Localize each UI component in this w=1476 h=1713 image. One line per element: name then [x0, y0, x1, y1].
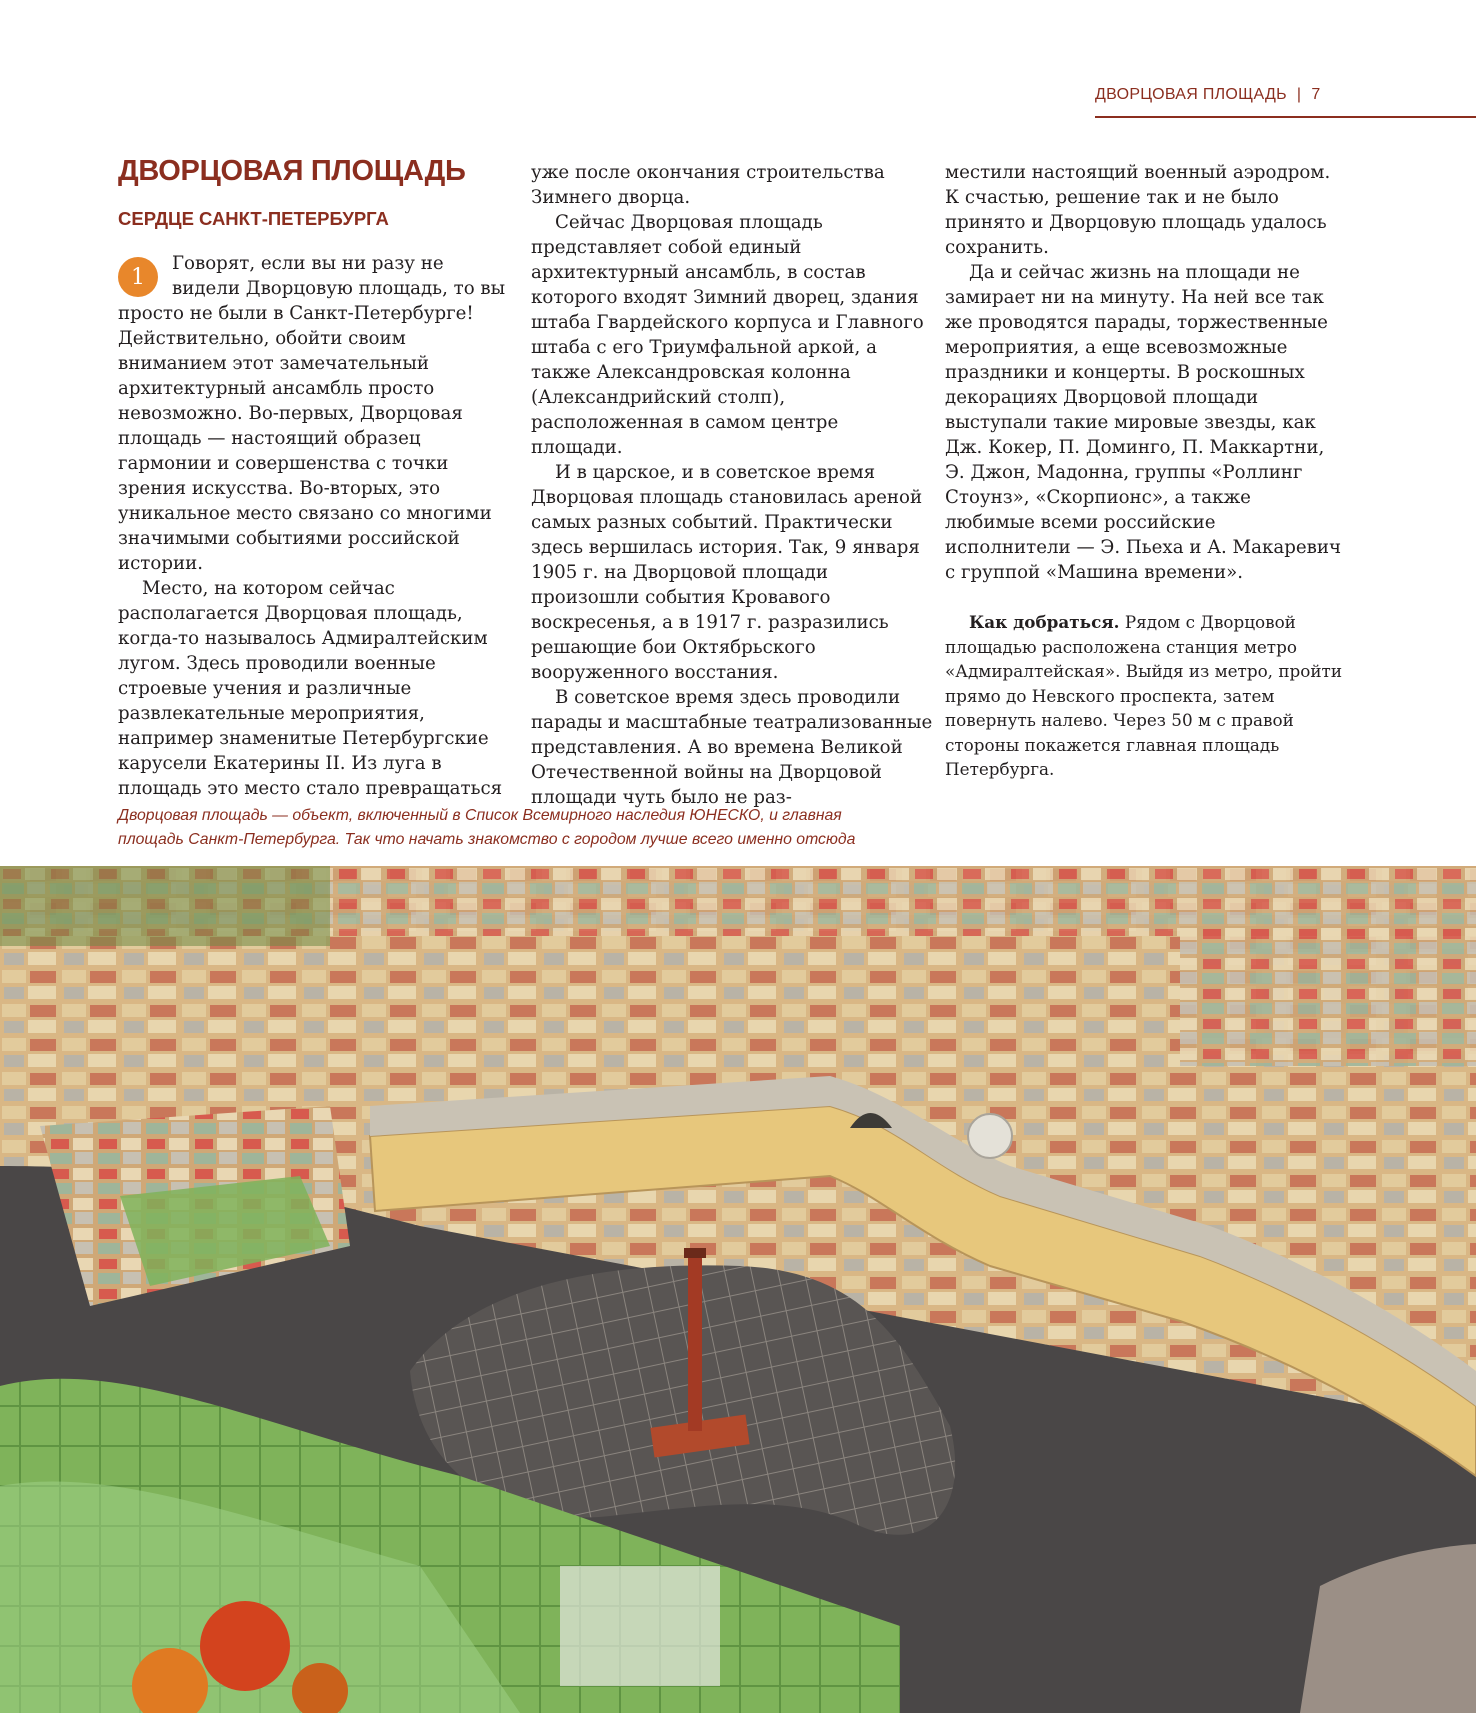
paragraph: В советское время здесь проводили парады и масштабные театрализованные представления. А во времена Великой Отечественной войны на Дворцовой площади чуть было не раз-	[531, 687, 933, 808]
paragraph: местили настоящий военный аэродром. К счастью, решение так и не было принято и Дворцовую площадь удалось сохранить.	[945, 162, 1331, 258]
dome	[968, 1114, 1012, 1158]
running-head	[1095, 86, 1476, 118]
paragraph: уже после окончания строительства Зимнего дворца.	[531, 162, 885, 208]
palace-courtyard	[560, 1566, 720, 1686]
article-title: ДВОРЦОВАЯ ПЛОЩАДЬ	[118, 155, 466, 187]
photo-caption: Дворцовая площадь — объект, включенный в Список Всемирного наследия ЮНЕСКО, и главная площадь Санкт-Петербурга. Так что начать знакомство с городом лучше всего именно отсюда	[118, 807, 856, 848]
alexander-column	[688, 1256, 702, 1431]
paragraph: Сейчас Дворцовая площадь представляет собой единый архитектурный ансамбль, в состав которого входят Зимний дворец, здания штаба Гвардейского корпуса и Главного штаба с его Триумфальной аркой, а также Александровская колонна (Александрийский столп), расположенная в самом центре площади.	[531, 212, 924, 458]
running-head-section: ДВОРЦОВАЯ ПЛОЩАДЬ	[1095, 86, 1287, 103]
paragraph: И в царское, и в советское время Дворцовая площадь становилась ареной самых разных событий. Практически здесь вершилась история. Так, 9 января 1905 г. на Дворцовой площади произошли события Кровавого воскресенья, а в 1917 г. разразились решающие бои Октябрьского вооруженного восстания.	[531, 462, 923, 683]
text-column-2	[531, 160, 935, 810]
park-trees	[0, 866, 330, 946]
how-to-label: Как добраться.	[969, 612, 1120, 632]
paragraph: Да и сейчас жизнь на площади не замирает ни на минуту. На ней все так же проводятся парады, торжественные мероприятия, а еще всевозможные праздники и концерты. В роскошных декорациях Дворцовой площади выступали такие мировые звезды, как Дж. Кокер, П. Доминго, П. Маккартни, Э. Джон, Мадонна, группы «Роллинг Стоунз», «Скорпионс», а также любимые всеми российские исполнители — Э. Пьеха и А. Макаревич с группой «Машина времени».	[945, 262, 1342, 583]
how-to-get-there	[945, 610, 1345, 782]
page-number: 7	[1311, 86, 1321, 103]
aerial-photo	[0, 866, 1476, 1713]
autumn-tree	[200, 1601, 290, 1691]
article-subtitle: СЕРДЦЕ САНКТ-ПЕТЕРБУРГА	[118, 208, 389, 229]
paragraph: Говорят, если вы ни разу не видели Дворцовую площадь, то вы просто не были в Санкт-Петербурге! Действительно, обойти своим вниманием этот замечательный архитектурный ансамбль просто невозможно. Во-первых, Дворцовая площадь — настоящий образец гармонии и совершенства с точки зрения искусства. Во-вторых, это уникальное место связано со многими значимыми событиями российской истории.	[118, 253, 506, 574]
text-column-3	[945, 160, 1345, 782]
text-column-1	[118, 154, 510, 801]
how-to-text: Рядом с Дворцовой площадью расположена станция метро «Адмиралтейская». Выйдя из метро, пройти прямо до Невского проспекта, затем повернуть налево. Через 50 м с правой стороны покажется главная площадь Петербурга.	[945, 612, 1343, 779]
running-head-separator: |	[1296, 86, 1302, 103]
paragraph: Место, на котором сейчас располагается Дворцовая площадь, когда-то называлось Адмиралтейским лугом. Здесь проводили военные строевые учения и различные развлекательные мероприятия, например знаменитые Петербургские карусели Екатерины II. Из луга в площадь это место стало превращаться	[118, 578, 503, 799]
number-badge: 1	[118, 257, 158, 297]
